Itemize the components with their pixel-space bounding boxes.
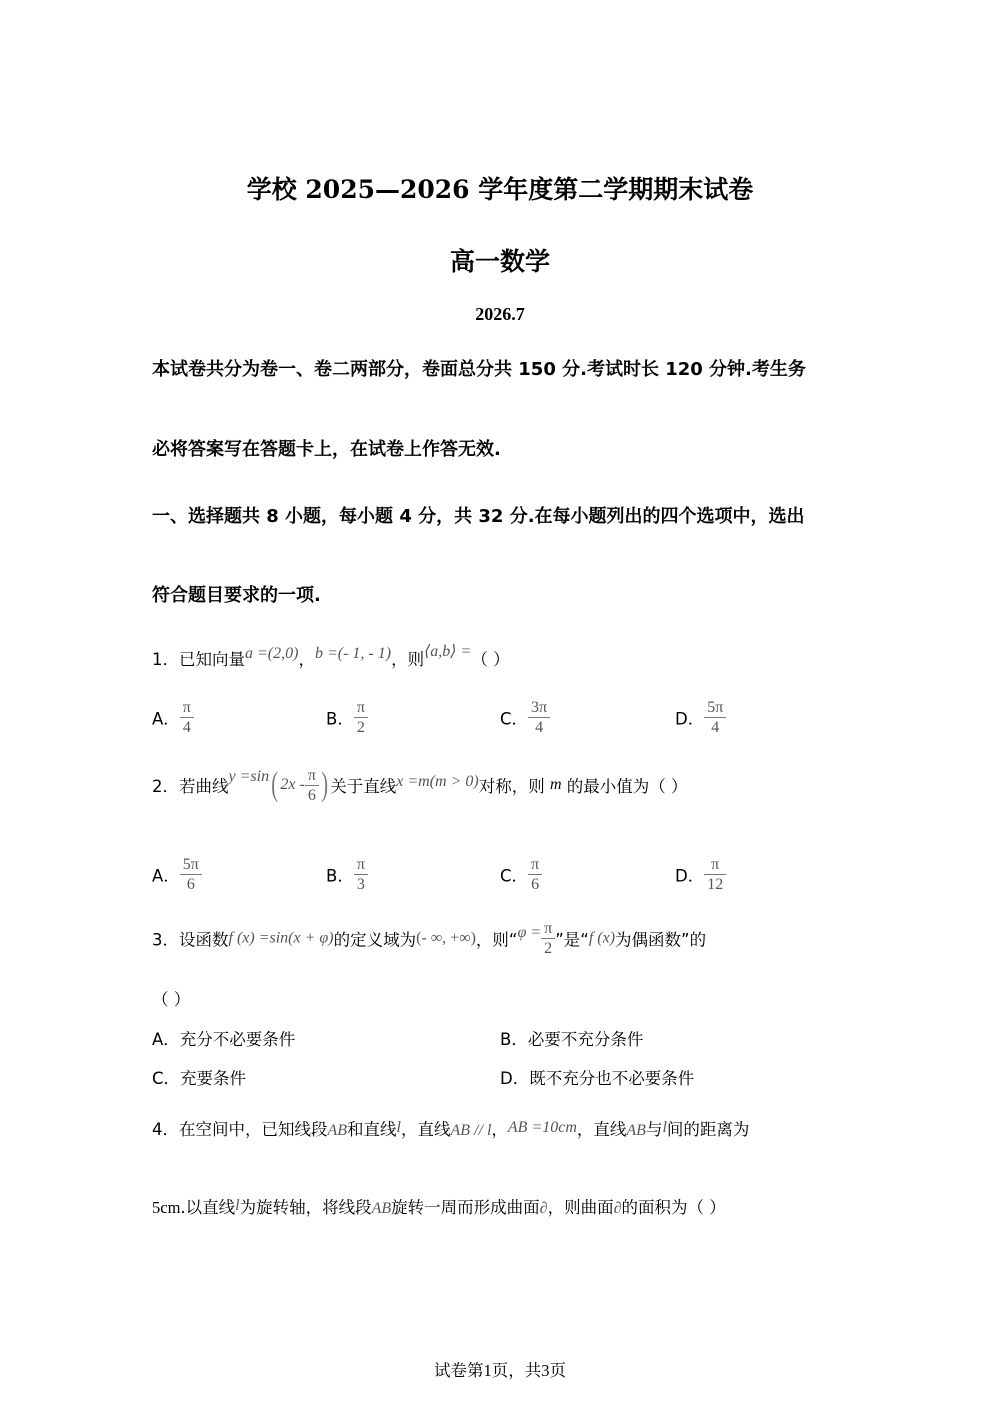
q4-text-l: 的面积为（ ） bbox=[621, 1198, 726, 1217]
q2-option-b bbox=[326, 855, 368, 894]
q3-option-c bbox=[152, 1065, 246, 1089]
q1-comma: ， bbox=[298, 650, 315, 669]
subject-title: 高一数学 bbox=[449, 247, 550, 276]
section-heading-line-1: 一、选择题共 8 小题，每小题 4 分，共 32 分.在每小题列出的四个选项中，选出 bbox=[152, 506, 805, 527]
q2-var-m: m bbox=[549, 776, 562, 793]
question-3-stem bbox=[152, 919, 706, 958]
q2-option-b-label: B． bbox=[326, 866, 354, 886]
q2-option-d bbox=[675, 855, 726, 894]
q4-text-b: 和直线 bbox=[347, 1120, 397, 1139]
q1-vector-b: b =(- 1, - 1) bbox=[314, 645, 392, 662]
q3-prefix: 3．设函数 bbox=[152, 930, 229, 950]
q1-blank: （ ） bbox=[471, 650, 510, 669]
q3-blank: （ ） bbox=[152, 990, 191, 1009]
q3-option-b-text: 必要不充分条件 bbox=[527, 1030, 644, 1049]
q3-option-d-label: D． bbox=[500, 1069, 530, 1088]
notice-line-2: 必将答案写在答题卡上，在试卷上作答无效. bbox=[152, 439, 501, 460]
q4-line-l-3: l bbox=[235, 1197, 240, 1214]
q1-option-c-label: C． bbox=[500, 709, 529, 729]
q2-func-left: y =sin bbox=[228, 768, 270, 785]
q4-text-h: .以直线 bbox=[180, 1198, 236, 1217]
q1-option-c-value: $\frac{3\pi}{4}$ bbox=[528, 698, 550, 737]
q2-func-fraction: $\frac{\pi}{6}$ bbox=[305, 766, 319, 805]
q3-phi-fraction: $\frac{\pi}{2}$ bbox=[541, 919, 555, 958]
q3-mid-2: ，则“ bbox=[475, 930, 518, 950]
q4-line-l-2: l bbox=[662, 1119, 667, 1136]
q1-then: ，则 bbox=[391, 650, 425, 669]
q4-distance: 5cm bbox=[152, 1198, 181, 1217]
q1-option-c bbox=[500, 698, 550, 737]
q4-length: AB =10cm bbox=[507, 1119, 577, 1136]
q3-domain: (- ∞, +∞) bbox=[416, 929, 476, 947]
q3-option-c-label: C． bbox=[152, 1069, 181, 1088]
q3-phi: φ = bbox=[517, 923, 542, 941]
q4-segment-ab-2: AB bbox=[626, 1122, 646, 1139]
q1-option-d-value: $\frac{5\pi}{4}$ bbox=[704, 698, 726, 737]
q3-option-d-text: 既不充分也不必要条件 bbox=[529, 1069, 695, 1088]
question-2-stem bbox=[152, 765, 688, 805]
q4-text-c: ，直线 bbox=[401, 1120, 451, 1139]
question-4-line-2 bbox=[152, 1194, 726, 1218]
q2-option-c-value: $\frac{\pi}{6}$ bbox=[528, 855, 542, 894]
q1-angle: ⟨a,b⟩ = bbox=[424, 643, 472, 660]
section-heading-line-2: 符合题目要求的一项. bbox=[152, 585, 321, 606]
q3-option-a-text: 充分不必要条件 bbox=[179, 1030, 296, 1049]
q4-text-g: 间的距离为 bbox=[666, 1120, 750, 1139]
q3-option-a bbox=[152, 1026, 295, 1050]
q4-segment-ab-3: AB bbox=[371, 1200, 392, 1217]
q3-option-b bbox=[500, 1026, 643, 1050]
q3-option-c-text: 充要条件 bbox=[180, 1069, 247, 1088]
footer-text-c: 页 bbox=[549, 1361, 566, 1380]
q4-text-i: 为旋转轴，将线段 bbox=[239, 1198, 372, 1217]
q3-function: f (x) =sin(x + φ) bbox=[228, 929, 334, 947]
q1-vector-a: a =(2,0) bbox=[245, 645, 299, 662]
q3-option-d bbox=[500, 1065, 694, 1089]
q2-suffix-b: 的最小值为（ ） bbox=[561, 777, 688, 796]
q4-text-f: 与 bbox=[645, 1120, 663, 1139]
q2-func-inner: 2x - bbox=[280, 776, 305, 793]
q2-option-d-label: D． bbox=[675, 866, 705, 886]
q4-line-l: l bbox=[396, 1119, 401, 1136]
q4-text-a: 4．在空间中，已知线段 bbox=[152, 1120, 328, 1139]
q3-mid-3: ”是“ bbox=[555, 930, 589, 950]
footer-text-b: 页，共 bbox=[491, 1361, 542, 1380]
q2-paren-right: ) bbox=[321, 766, 328, 803]
q2-paren-left: ( bbox=[271, 766, 279, 803]
q1-option-b-value: $\frac{\pi}{2}$ bbox=[354, 698, 368, 737]
q3-fx: f (x) bbox=[588, 929, 616, 947]
q2-option-c bbox=[500, 855, 542, 894]
question-1-stem bbox=[152, 643, 510, 670]
q1-option-b-label: B． bbox=[326, 709, 354, 729]
q1-option-a bbox=[152, 698, 194, 737]
q2-line-equation: x =m(m > 0) bbox=[396, 773, 479, 790]
q2-option-d-value: $\frac{\pi}{12}$ bbox=[704, 855, 726, 894]
q2-option-a-value: $\frac{5\pi}{6}$ bbox=[180, 855, 202, 894]
q1-option-a-label: A． bbox=[152, 709, 180, 729]
q4-segment-ab: AB bbox=[327, 1122, 348, 1139]
q4-text-d: ， bbox=[491, 1120, 508, 1139]
notice-line-1: 本试卷共分为卷一、卷二两部分，卷面总分共 150 分.考试时长 120 分钟.考生务 bbox=[152, 359, 806, 380]
footer-total-pages: 3 bbox=[541, 1361, 550, 1380]
q4-surface-symbol: ∂ bbox=[539, 1200, 548, 1217]
q4-text-j: 旋转一周而形成曲面 bbox=[391, 1198, 540, 1217]
q2-suffix-a: 对称，则 bbox=[478, 777, 550, 796]
q4-text-k: ，则曲面 bbox=[547, 1198, 614, 1217]
q1-option-d-label: D． bbox=[675, 709, 705, 729]
q4-parallel: AB // l bbox=[450, 1122, 492, 1139]
q2-mid: 关于直线 bbox=[330, 777, 397, 796]
q3-option-b-label: B． bbox=[500, 1030, 528, 1049]
q1-option-b bbox=[326, 698, 368, 737]
q2-prefix: 2．若曲线 bbox=[152, 777, 229, 796]
q3-suffix: 为偶函数”的 bbox=[615, 930, 707, 950]
q1-prefix: 1．已知向量 bbox=[152, 650, 245, 669]
q2-option-a-label: A． bbox=[152, 866, 180, 886]
question-4-line-1 bbox=[152, 1116, 749, 1140]
q2-option-b-value: $\frac{\pi}{3}$ bbox=[354, 855, 368, 894]
footer-text-a: 试卷第 bbox=[434, 1361, 484, 1380]
q4-surface-symbol-2: ∂ bbox=[613, 1200, 622, 1217]
q2-option-a bbox=[152, 855, 202, 894]
q1-option-d bbox=[675, 698, 726, 737]
exam-date: 2026.7 bbox=[475, 304, 525, 324]
q3-option-a-label: A． bbox=[152, 1030, 180, 1049]
page-footer bbox=[0, 1357, 1000, 1381]
q1-option-a-value: $\frac{\pi}{4}$ bbox=[180, 698, 194, 737]
exam-title: 学校 2025—2026 学年度第二学期期末试卷 bbox=[246, 175, 754, 204]
q3-mid-1: 的定义域为 bbox=[333, 930, 417, 950]
q4-text-e: ，直线 bbox=[576, 1120, 627, 1139]
q2-option-c-label: C． bbox=[500, 866, 529, 886]
footer-page-number: 1 bbox=[483, 1361, 492, 1380]
